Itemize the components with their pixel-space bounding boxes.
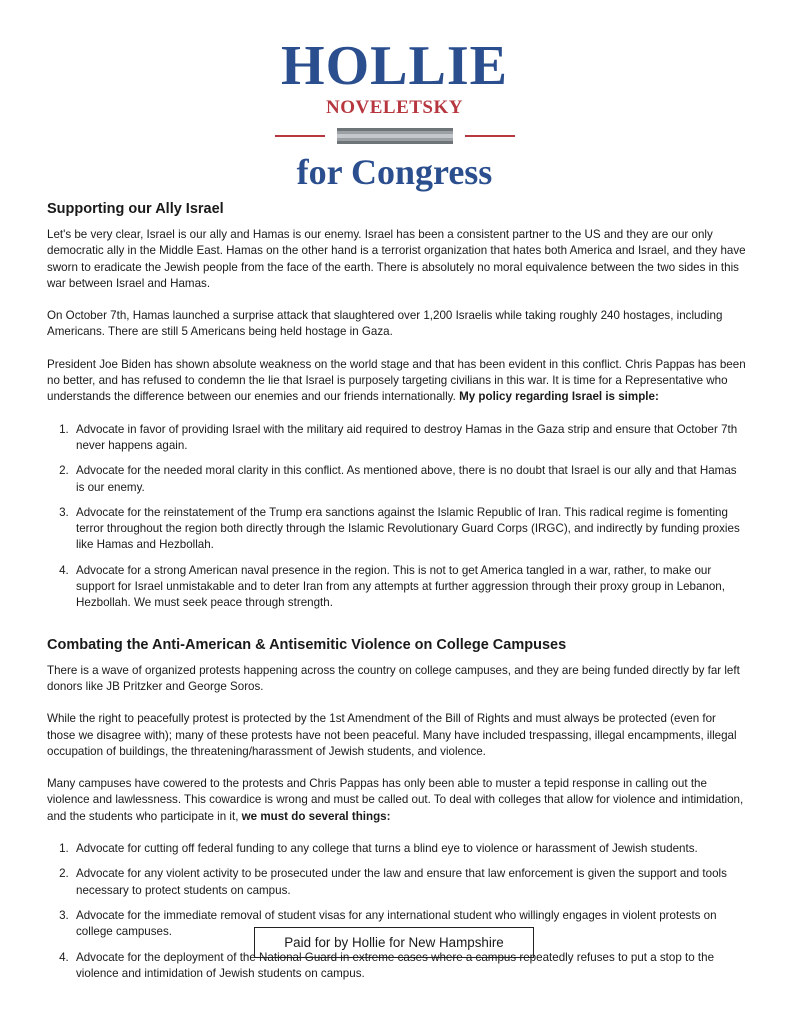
paragraph-text: President Joe Biden has shown absolute weakness on the world stage and that has been evident in this conflict. Chris Pappas has been no better, and has refused to condemn the lie that Israel is purposely targeting civilians in this war. It is time for a Representative who understands the difference between our enemies and our friends internationally. bbox=[47, 357, 746, 404]
divider-line-right bbox=[465, 135, 515, 137]
section-heading: Combating the Anti-American & Antisemitic Violence on College Campuses bbox=[47, 636, 567, 653]
paragraph: There is a wave of organized protests happening across the country on college campuses, and they are being funded directly by far left donors like JB Pritzker and George Soros. bbox=[47, 663, 740, 693]
paid-for-disclaimer: Paid for by Hollie for New Hampshire bbox=[254, 927, 534, 958]
policy-list bbox=[47, 841, 747, 982]
list-item: 4. Advocate for a strong American naval presence in the region. This is not to get America tangled in a war, rather, to make our support for Israel unmistakable and to deter Iran from any attempts at further aggression through their proxy group in Lebanon, Hezbollah. We must seek peace through strength. bbox=[72, 563, 747, 612]
list-item: 3. Advocate for the immediate removal of student visas for any international student who willingly engages in violent protests on college campuses. bbox=[72, 908, 747, 941]
policy-list bbox=[47, 422, 747, 612]
list-item: 2. Advocate for the needed moral clarity in this conflict. As mentioned above, there is no doubt that Israel is our ally and that Hamas is our enemy. bbox=[72, 463, 747, 496]
logo-divider bbox=[275, 126, 515, 146]
paragraph-text: Many campuses have cowered to the protests and Chris Pappas has only been able to muster a tepid response in calling out the violence and lawlessness. This cowardice is wrong and must be called out. To deal with colleges that allow for violence and intimidation, and the students who participate in it, bbox=[47, 777, 744, 823]
paragraph bbox=[47, 357, 747, 406]
paragraph: On October 7th, Hamas launched a surprise attack that slaughtered over 1,200 Israelis while taking roughly 240 hostages, including Americans. There are still 5 Americans being held hostage in Gaza. bbox=[47, 309, 723, 339]
list-item: 4. Advocate for the deployment of the National Guard in extreme cases where a campus repeatedly refuses to put a stop to the violence and intimidation of Jewish students on campus. bbox=[72, 950, 747, 983]
logo-tagline: for Congress bbox=[296, 152, 493, 192]
list-item: 1. Advocate for cutting off federal funding to any college that turns a blind eye to violence or harassment of Jewish students. bbox=[72, 841, 747, 857]
policy-lead: My policy regarding Israel is simple: bbox=[459, 390, 659, 404]
paragraph: While the right to peacefully protest is protected by the 1st Amendment of the Bill of Rights and must always be protected (even for those we disagree with); many of these protests have not been peaceful. Many have included trespassing, illegal encampments, illegal occupation of buildings, the threatening/harassment of Jewish students, and violence. bbox=[47, 712, 737, 758]
list-item: 3. Advocate for the reinstatement of the Trump era sanctions against the Islamic Republic of Iran. This radical regime is fomenting terror throughout the region both directly through the Islamic Revolutionary Guard Corps (IRGC), and indirectly by funding proxies like Hamas and Hezbollah. bbox=[72, 505, 747, 554]
logo-name: HOLLIE bbox=[281, 35, 508, 97]
steel-beam-icon bbox=[337, 128, 453, 144]
page-content bbox=[47, 200, 747, 1000]
list-item: 2. Advocate for any violent activity to be prosecuted under the law and ensure that law enforcement is given the support and tools necessary to protect students on campus. bbox=[72, 866, 747, 899]
section-heading: Supporting our Ally Israel bbox=[47, 201, 224, 217]
list-item: 1. Advocate in favor of providing Israel with the military aid required to destroy Hamas in the Gaza strip and ensure that October 7th never happens again. bbox=[72, 422, 747, 455]
section-israel bbox=[47, 200, 747, 612]
divider-line-left bbox=[275, 135, 325, 137]
policy-lead: we must do several things: bbox=[241, 809, 391, 823]
campaign-logo bbox=[0, 35, 789, 192]
paragraph: Let's be very clear, Israel is our ally and Hamas is our enemy. Israel has been a consistent partner to the US and they are our only democratic ally in the Middle East. Hamas on the other hand is a terrorist organization that hates both America and Israel, and they have sworn to eradicate the Jewish people from the face of the earth. There is absolutely no moral equivalence between the two sides in this war between Israel and Hamas. bbox=[47, 228, 746, 290]
logo-surname: NOVELETSKY bbox=[326, 97, 463, 118]
paragraph bbox=[47, 776, 747, 825]
